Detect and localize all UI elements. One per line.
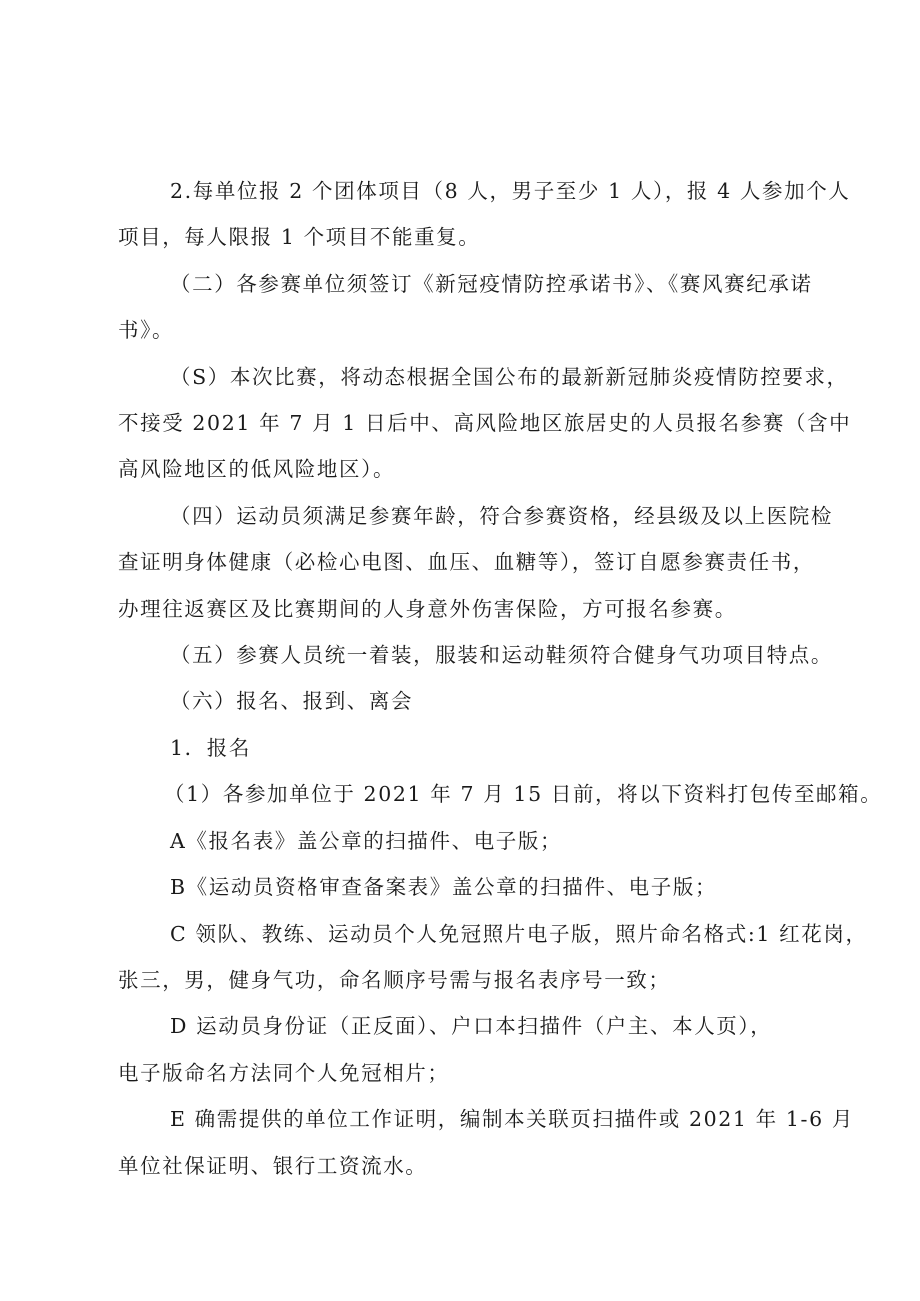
text-line: （S）本次比赛，将动态根据全国公布的最新新冠肺炎疫情防控要求， [170, 364, 849, 389]
text-line: 1．报名 [170, 735, 251, 760]
paragraph-submission-deadline [118, 771, 883, 817]
item-d-id-documents [118, 1003, 830, 1096]
text-line: （五）参赛人员统一着装，服装和运动鞋须符合健身气功项目特点。 [170, 643, 833, 668]
paragraph-epidemic-control [118, 354, 852, 493]
text-line: 2.每单位报 2 个团体项目（8 人，男子至少 1 人），报 4 人参加个人 [170, 179, 851, 203]
text-line: （二）各参赛单位须签订《新冠疫情防控承诺书》、《赛风赛纪承诺 [170, 271, 813, 296]
text-line: 不接受 2021 年 7 月 1 日后中、高风险地区旅居史的人员报名参赛（含中 [118, 411, 852, 436]
text-line: （四）运动员须满足参赛年龄，符合参赛资格，经县级及以上医院检 [170, 503, 833, 528]
item-b-qualification-form [118, 864, 830, 910]
item-a-registration-form [118, 818, 830, 864]
text-line: A《报名表》盖公章的扫描件、电子版； [170, 828, 563, 853]
text-line: 项目，每人限报 1 个项目不能重复。 [118, 225, 481, 250]
subheading-registration [118, 725, 830, 771]
item-e-employment-proof [118, 1096, 854, 1189]
text-line: （1）各参加单位于 2021 年 7 月 15 日前，将以下资料打包传至邮箱。 [164, 782, 883, 807]
text-line: C 领队、教练、运动员个人免冠照片电子版，照片命名格式:1 红花岗， [170, 921, 868, 946]
text-line: 书》。 [118, 318, 175, 343]
text-line: D 运动员身份证（正反面）、户口本扫描件（户主、本人页）， [170, 1014, 773, 1039]
item-c-photos [118, 911, 868, 1004]
text-line: 查证明身体健康（必检心电图、血压、血糖等），签订自愿参赛责任书， [118, 550, 815, 575]
paragraph-athlete-eligibility [118, 493, 833, 632]
text-line: B《运动员资格审查备案表》盖公章的扫描件、电子版； [170, 875, 718, 900]
text-line: 张三，男，健身气功，命名顺序号需与报名表序号一致； [118, 967, 671, 992]
text-line: 高风险地区的低风险地区）。 [118, 457, 396, 482]
text-line: 办理往返赛区及比赛期间的人身意外伤害保险，方可报名参赛。 [118, 596, 737, 621]
text-line: E 确需提供的单位工作证明，编制本关联页扫描件或 2021 年 1-6 月 [170, 1107, 854, 1132]
section-heading-registration [118, 678, 830, 724]
text-line: 电子版命名方法同个人免冠相片； [118, 1060, 450, 1085]
paragraph-uniform [118, 632, 833, 678]
paragraph-pledge [118, 261, 830, 354]
text-line: （六）报名、报到、离会 [170, 689, 414, 714]
paragraph-team-entries [118, 168, 851, 261]
document-body [118, 168, 883, 1189]
text-line: 单位社保证明、银行工资流水。 [118, 1153, 428, 1178]
